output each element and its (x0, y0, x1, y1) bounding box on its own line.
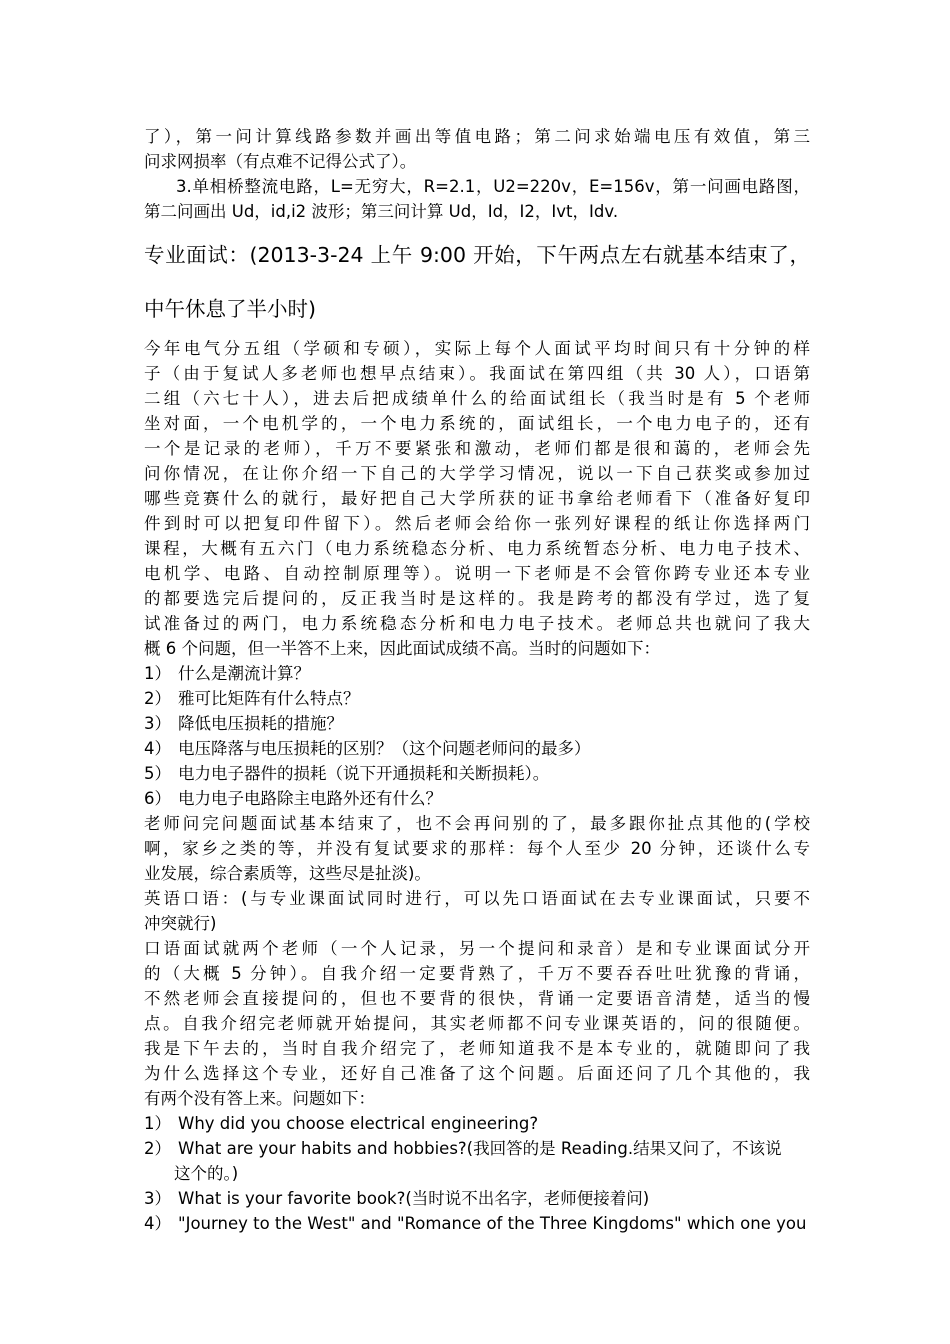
paragraph-line: 一个是记录的老师），千万不要紧张和激动，老师们都是很和蔼的，老师会先 (144, 439, 810, 458)
document-page (144, 124, 810, 1236)
list-number: 4） (144, 739, 171, 758)
list-number: 5） (144, 764, 171, 783)
paragraph-line: 有两个没有答上来。问题如下： (144, 1089, 375, 1108)
list-text: What are your habits and hobbies?(我回答的是 Reading.结果又问了，不该说 (178, 1139, 782, 1158)
list-item (144, 711, 810, 736)
list-item (144, 736, 810, 761)
text-line: 问求网损率（有点难不记得公式了）。 (144, 152, 417, 171)
paragraph-line: 冲突就行) (144, 914, 217, 933)
list-text: Why did you choose electrical engineering? (178, 1114, 539, 1133)
text-line: 了），第一问计算线路参数并画出等值电路；第二问求始端电压有效值，第三 (144, 127, 810, 146)
list-number: 1） (144, 664, 171, 683)
interview-after (144, 811, 810, 886)
paragraph-line: 问你情况，在让你介绍一下自己的大学学习情况，说以一下自己获奖或参加过 (144, 464, 810, 483)
list-text: 什么是潮流计算？ (178, 664, 310, 683)
list-item (144, 1136, 810, 1161)
paragraph-line: 试准备过的两门，电力系统稳态分析和电力电子技术。老师总共也就问了我大 (144, 614, 810, 633)
paragraph-line: 老师问完问题面试基本结束了，也不会再问别的了，最多跟你扯点其他的(学校 (144, 814, 810, 833)
paragraph-line: 二组（六七十人），进去后把成绩单什么的给面试组长（我当时是有 5 个老师 (144, 389, 810, 408)
list-text: 电力电子电路除主电路外还有什么？ (178, 789, 442, 808)
paragraph-line: 电机学、电路、自动控制原理等）。说明一下老师是不会管你跨专业还本专业 (144, 564, 810, 583)
paragraph-line: 口语面试就两个老师（一个人记录，另一个提问和录音）是和专业课面试分开 (144, 939, 810, 958)
list-item (144, 786, 810, 811)
oral-question-list (144, 1111, 810, 1236)
list-number: 1） (144, 1114, 171, 1133)
heading-line: 中午休息了半小时) (144, 297, 316, 321)
paragraph-line: 子（由于复试人多老师也想早点结束）。我面试在第四组（共 30 人），口语第 (144, 364, 810, 383)
paragraph-line: 件到时可以把复印件留下）。然后老师会给你一张列好课程的纸让你选择两门 (144, 514, 810, 533)
list-text: 电力电子器件的损耗（说下开通损耗和关断损耗）。 (178, 764, 550, 783)
list-text: "Journey to the West" and "Romance of the Three Kingdoms" which one you (178, 1214, 807, 1233)
list-item (144, 661, 810, 686)
list-number: 2） (144, 689, 171, 708)
heading-line: 专业面试：(2013-3-24 上午 9:00 开始，下午两点左右就基本结束了， (144, 243, 810, 267)
oral-body (144, 936, 810, 1111)
paragraph-line: 的（大概 5 分钟）。自我介绍一定要背熟了，千万不要吞吞吐吐犹豫的背诵， (144, 964, 810, 983)
paragraph-line: 概 6 个问题，但一半答不上来，因此面试成绩不高。当时的问题如下： (144, 639, 660, 658)
list-item (144, 1111, 810, 1136)
text-line: 第二问画出 Ud，id,i2 波形；第三问计算 Ud，Id，I2，Ivt，Idv. (144, 202, 619, 221)
paragraph-line: 今年电气分五组（学硕和专硕），实际上每个人面试平均时间只有十分钟的样 (144, 339, 810, 358)
paragraph-line: 课程，大概有五六门（电力系统稳态分析、电力系统暂态分析、电力电子技术、 (144, 539, 810, 558)
list-text: 雅可比矩阵有什么特点？ (178, 689, 360, 708)
paragraph-line: 为什么选择这个专业，还好自己准备了这个问题。后面还问了几个其他的，我 (144, 1064, 810, 1083)
paragraph-line: 哪些竞赛什么的就行，最好把自己大学所获的证书拿给老师看下（准备好复印 (144, 489, 810, 508)
paragraph-line: 点。自我介绍完老师就开始提问，其实老师都不问专业课英语的，问的很随便。 (144, 1014, 810, 1033)
paragraph-line: 英语口语：(与专业课面试同时进行，可以先口语面试在去专业课面试，只要不 (144, 889, 810, 908)
interview-body (144, 336, 810, 661)
exam-section (144, 124, 810, 224)
list-item (144, 686, 810, 711)
paragraph-line: 不然老师会直接提问的，但也不要背的很快，背诵一定要语音清楚，适当的慢 (144, 989, 810, 1008)
list-number: 4） (144, 1214, 171, 1233)
list-text: 降低电压损耗的措施？ (178, 714, 343, 733)
list-item (144, 1211, 810, 1236)
list-number: 6） (144, 789, 171, 808)
paragraph-line: 业发展，综合素质等，这些尽是扯淡)。 (144, 864, 431, 883)
list-item (144, 1186, 810, 1211)
paragraph-line: 啊，家乡之类的等，并没有复试要求的那样：每个人至少 20 分钟，还谈什么专 (144, 839, 810, 858)
list-item-continuation: 这个的。) (174, 1164, 239, 1183)
list-text: 电压降落与电压损耗的区别？（这个问题老师问的最多） (178, 739, 591, 758)
list-number: 3） (144, 714, 171, 733)
list-number: 2） (144, 1139, 171, 1158)
list-item (144, 761, 810, 786)
paragraph-line: 我是下午去的，当时自我介绍完了，老师知道我不是本专业的，就随即问了我 (144, 1039, 810, 1058)
interview-question-list (144, 661, 810, 811)
oral-heading (144, 886, 810, 936)
list-number: 3） (144, 1189, 171, 1208)
text-line: 3.单相桥整流电路，L=无穷大，R=2.1，U2=220v，E=156v，第一问画电路图， (176, 177, 810, 196)
list-text: What is your favorite book?(当时说不出名字，老师便接着问) (178, 1189, 650, 1208)
paragraph-line: 坐对面，一个电机学的，一个电力系统的，面试组长，一个电力电子的，还有 (144, 414, 810, 433)
paragraph-line: 的都要选完后提问的，反正我当时是这样的。我是跨考的都没有学过，选了复 (144, 589, 810, 608)
interview-heading (144, 228, 810, 336)
